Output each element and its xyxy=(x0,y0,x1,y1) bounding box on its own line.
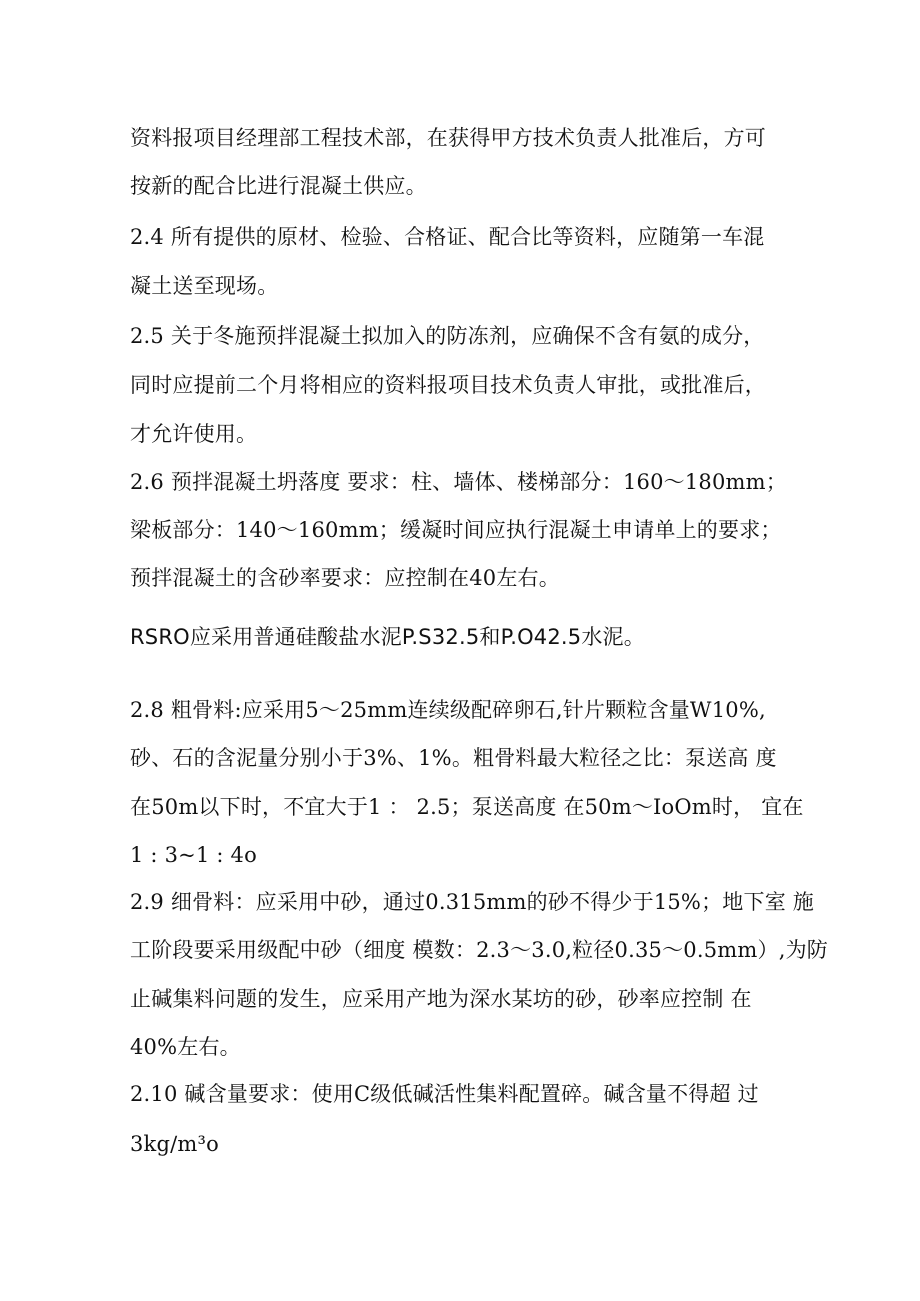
text-line: 凝土送至现场。 xyxy=(130,274,279,298)
text-line: 梁板部分：140～160mm；缓凝时间应执行混凝土申请单上的要求； xyxy=(130,518,782,542)
text-line: 2.8 粗骨料:应采用5～25mm连续级配碎卵石,针片颗粒含量W10%, xyxy=(130,698,766,722)
text-line: 在50m以下时，不宜大于1 ： 2.5；泵送高度 在50m～IoOm时， 宜在 xyxy=(130,795,804,819)
text-line: 40%左右。 xyxy=(130,1035,241,1059)
text-line: RSRO应采用普通硅酸盐水泥P.S32.5和P.O42.5水泥。 xyxy=(130,625,645,649)
text-line: 资料报项目经理部工程技术部，在获得甲方技术负责人批准后，方可 xyxy=(130,126,766,150)
text-line: 3kg∕m³o xyxy=(130,1132,219,1156)
text-line: 同时应提前二个月将相应的资料报项目技术负责人审批，或批准后， xyxy=(130,373,766,397)
text-line: 按新的配合比进行混凝土供应。 xyxy=(130,174,427,198)
text-line: 预拌混凝土的含砂率要求：应控制在40左右。 xyxy=(130,566,560,590)
text-line: 2.9 细骨料：应采用中砂，通过0.315mm的砂不得少于15%；地下室 施 xyxy=(130,890,814,914)
text-line: 2.4 所有提供的原材、检验、合格证、配合比等资料，应随第一车混 xyxy=(130,225,765,249)
text-line: 工阶段要采用级配中砂（细度 模数：2.3～3.0,粒径0.35～0.5mm）,为防 xyxy=(130,938,828,962)
text-line: 2.5 关于冬施预拌混凝土拟加入的防冻剂，应确保不含有氨的成分， xyxy=(130,324,765,348)
text-line: 1 : 3~1 : 4o xyxy=(130,843,257,867)
text-line: 砂、石的含泥量分别小于3%、1%。粗骨料最大粒径之比：泵送高 度 xyxy=(130,746,777,770)
text-line: 才允许使用。 xyxy=(130,422,258,446)
text-line: 止碱集料问题的发生，应采用产地为深水某坊的砂，砂率应控制 在 xyxy=(130,987,752,1011)
text-line: 2.10 碱含量要求：使用C级低碱活性集料配置碎。碱含量不得超 过 xyxy=(130,1082,759,1106)
text-line: 2.6 预拌混凝土坍落度 要求：柱、墙体、楼梯部分：160～180mm； xyxy=(130,470,787,494)
